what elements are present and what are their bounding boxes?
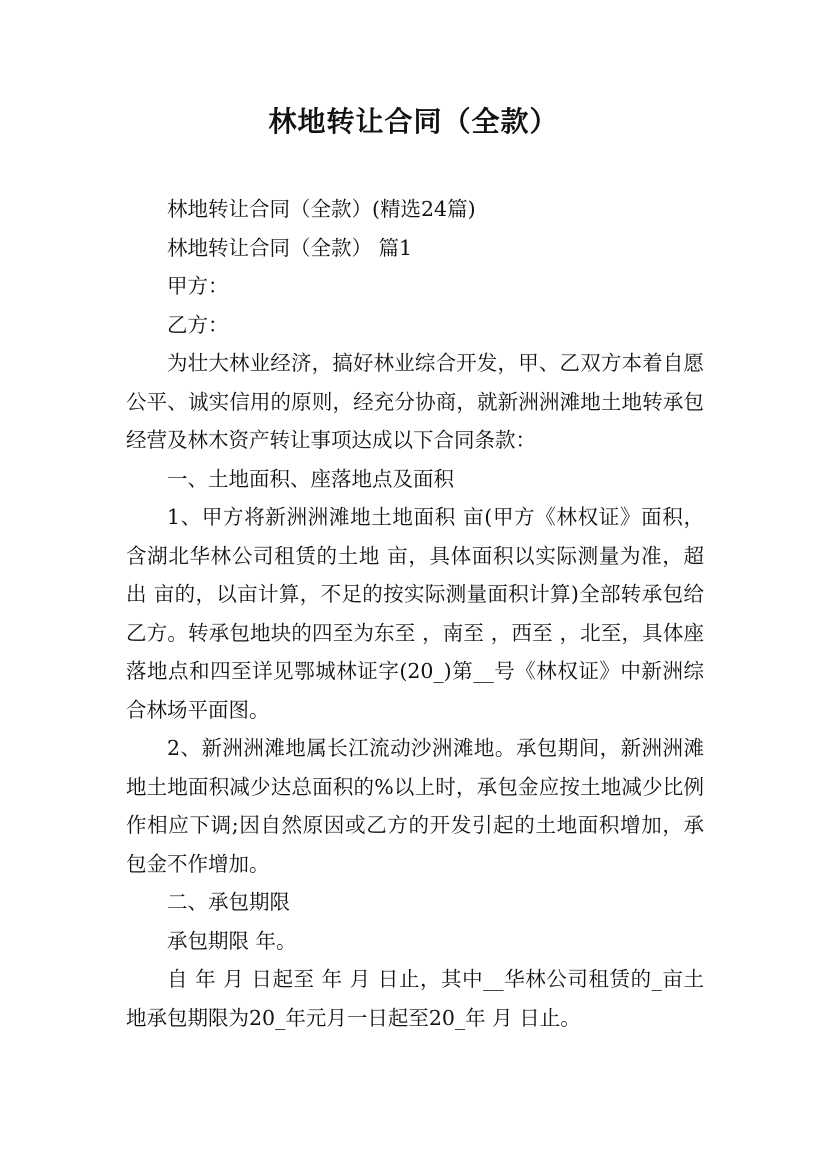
term-paragraph: 承包期限 年。 (167, 928, 297, 953)
party-a-line: 甲方： (167, 274, 229, 298)
collection-subtitle: 林地转让合同（全款）(精选24篇) (167, 197, 476, 221)
party-b-line: 乙方： (167, 312, 229, 337)
term-dates-paragraph: 自 年 月 日起至 年 月 日止，其中__华林公司租赁的_亩土地承包期限为20_年元月一日起至20_年 月 日止。 (126, 967, 704, 1030)
preamble-paragraph: 为壮大林业经济，搞好林业综合开发，甲、乙双方本着自愿公平、诚实信用的原则，经充分协商，就新洲洲滩地土地转承包经营及林木资产转让事项达成以下合同条款： (126, 351, 704, 452)
section-heading-1: 一、土地面积、座落地点及面积 (167, 466, 454, 491)
document-body (126, 190, 704, 1037)
clause-1-1: 1、甲方将新洲洲滩地土地面积 亩(甲方《林权证》面积，含湖北华林公司租赁的土地 亩，具体面积以实际测量为准，超出 亩的，以亩计算，不足的按实际测量面积计算)全部转承包给乙方。转承包地块的四至为东至 ，南至 ，西至 ，北至，具体座落地点和四至详见鄂城林证字(20_)第__号《林权证》中新洲综合林场平面图。 (126, 505, 704, 722)
article-heading: 林地转让合同（全款） 篇1 (167, 235, 413, 260)
clause-1-2: 2、新洲洲滩地属长江流动沙洲滩地。承包期间，新洲洲滩地土地面积减少达总面积的%以上时，承包金应按土地减少比例作相应下调;因自然原因或乙方的开发引起的土地面积增加，承包金不作增加。 (126, 736, 704, 876)
section-heading-2: 二、承包期限 (167, 890, 290, 914)
document-title: 林地转让合同（全款） (268, 105, 559, 138)
